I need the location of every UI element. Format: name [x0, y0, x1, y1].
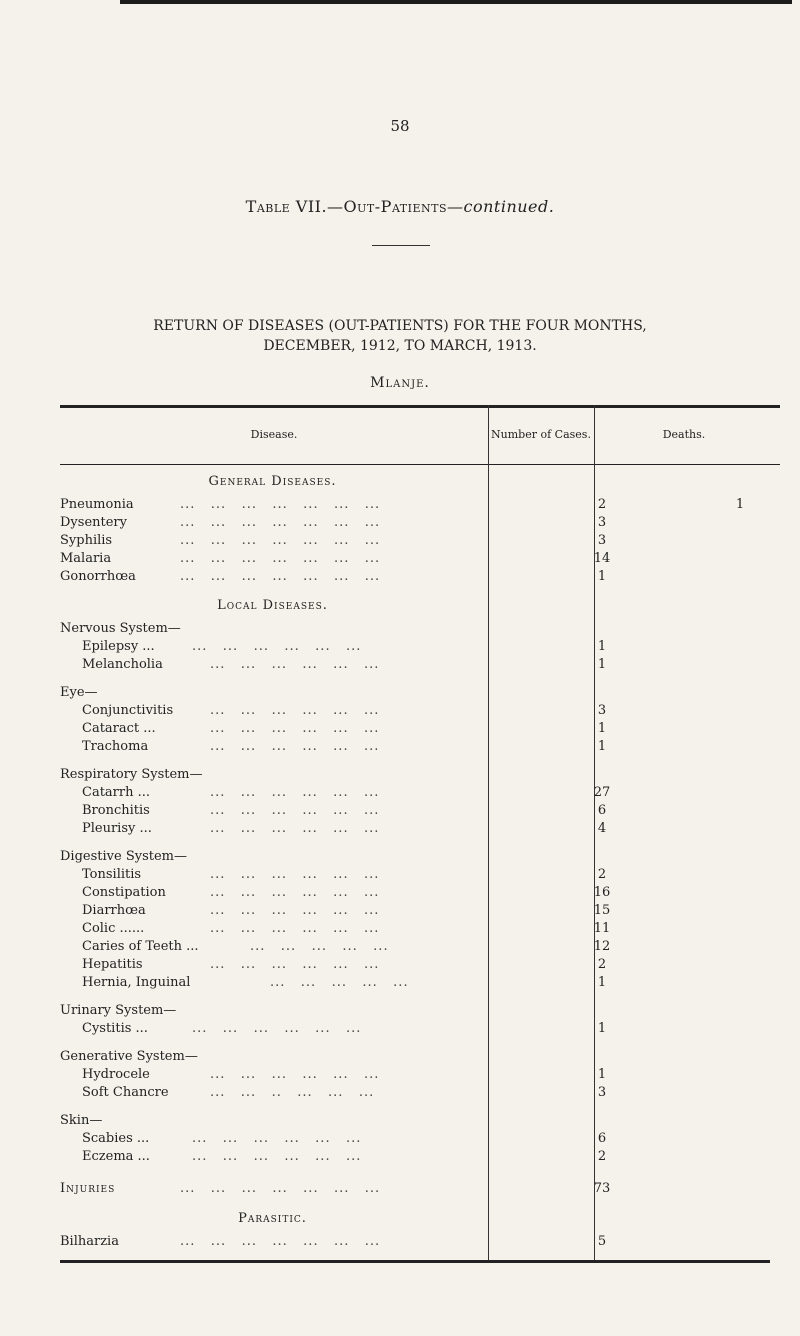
group-title: [60, 620, 780, 638]
section-parasitic: Parasitic.: [238, 1211, 307, 1226]
disease-label: Melancholia: [82, 657, 163, 672]
cases-value: 16: [593, 885, 611, 900]
group-title-nervous: Nervous System—: [60, 621, 181, 636]
cases-value: 1: [597, 569, 607, 584]
disease-label: Conjunctivitis: [82, 703, 174, 718]
table-row: Injuries ... ... ... ... ... ... ... 73: [60, 1180, 780, 1198]
table-row: Hernia, Inguinal ... ... ... ... ... 1: [60, 974, 780, 992]
table-row: Scabies ... ... ... ... ... ... ... 6: [60, 1130, 780, 1148]
table-row: Catarrh ... ... ... ... ... ... ... 27: [60, 784, 780, 802]
cases-value: 11: [593, 921, 611, 936]
cases-value: 27: [593, 785, 611, 800]
column-header-cases: Number of Cases.: [491, 428, 591, 441]
table-row: Syphilis ... ... ... ... ... ... ... 3: [60, 532, 780, 550]
disease-label: Pneumonia: [60, 497, 134, 512]
table-row: Cataract ... ... ... ... ... ... ... 1: [60, 720, 780, 738]
disease-label: Constipation: [82, 885, 166, 900]
disease-label: Colic ......: [82, 921, 145, 936]
disease-label: Gonorrhœa: [60, 569, 136, 584]
table-row: Bilharzia ... ... ... ... ... ... ... 5: [60, 1233, 780, 1251]
table-row: Cystitis ... ... ... ... ... ... ... 1: [60, 1020, 780, 1038]
cases-value: 4: [597, 821, 607, 836]
group-title: [60, 1048, 780, 1066]
cases-value: 3: [597, 703, 607, 718]
cases-value: 2: [597, 867, 607, 882]
disease-label: Syphilis: [60, 533, 113, 548]
cases-value: 1: [597, 1021, 607, 1036]
table-bottom-border: [60, 1260, 770, 1263]
return-heading-line2: DECEMBER, 1912, TO MARCH, 1913.: [263, 338, 537, 354]
group-title-generative: Generative System—: [60, 1049, 198, 1064]
group-title: [60, 1002, 780, 1020]
place-name: Mlanje.: [370, 375, 430, 391]
return-heading-line1: RETURN OF DISEASES (OUT-PATIENTS) FOR THE FOUR MONTHS,: [153, 318, 647, 334]
table-row: Colic ...... ... ... ... ... ... ... 11: [60, 920, 780, 938]
disease-label: Bronchitis: [82, 803, 150, 818]
table-top-border: [60, 405, 780, 408]
group-title-eye: Eye—: [60, 685, 98, 700]
table-row: Hepatitis ... ... ... ... ... ... 2: [60, 956, 780, 974]
cases-value: 1: [597, 975, 607, 990]
disease-label: Scabies ...: [82, 1131, 150, 1146]
table-row: Diarrhœa ... ... ... ... ... ... 15: [60, 902, 780, 920]
table-row: Malaria ... ... ... ... ... ... ... 14: [60, 550, 780, 568]
table-row: Dysentery ... ... ... ... ... ... ... 3: [60, 514, 780, 532]
disease-label: Epilepsy ...: [82, 639, 155, 654]
table-row: Gonorrhœa ... ... ... ... ... ... ... 1: [60, 568, 780, 586]
disease-label: Diarrhœa: [82, 903, 146, 918]
table-row: Constipation ... ... ... ... ... ... 16: [60, 884, 780, 902]
cases-value: 1: [597, 1067, 607, 1082]
disease-label: Hernia, Inguinal: [82, 975, 191, 990]
cases-value: 1: [597, 721, 607, 736]
group-title-digestive: Digestive System—: [60, 849, 187, 864]
group-title-urinary: Urinary System—: [60, 1003, 177, 1018]
disease-label: Caries of Teeth ...: [82, 939, 199, 954]
cases-value: 1: [597, 639, 607, 654]
table-row: Pleurisy ... ... ... ... ... ... ... 4: [60, 820, 780, 838]
disease-label: Hydrocele: [82, 1067, 150, 1082]
injuries-cases: 73: [593, 1181, 611, 1196]
disease-label: Trachoma: [82, 739, 149, 754]
table-row: Caries of Teeth ... ... ... ... ... ... 12: [60, 938, 780, 956]
table-header-border: [60, 464, 780, 465]
cases-value: 6: [597, 1131, 607, 1146]
cases-value: 5: [597, 1234, 607, 1249]
section-local-diseases: Local Diseases.: [217, 598, 328, 613]
table-title-dash: —: [327, 197, 344, 216]
cases-value: 3: [597, 533, 607, 548]
disease-label: Cystitis ...: [82, 1021, 148, 1036]
cases-value: 1: [597, 739, 607, 754]
injuries-label: Injuries: [60, 1181, 116, 1196]
table-row: Conjunctivitis ... ... ... ... ... ... 3: [60, 702, 780, 720]
table-row: Soft Chancre ... ... .. ... ... ... 3: [60, 1084, 780, 1102]
table-row: Eczema ... ... ... ... ... ... ... 2: [60, 1148, 780, 1166]
group-title: [60, 766, 780, 784]
group-title: [60, 684, 780, 702]
disease-label: Bilharzia: [60, 1234, 119, 1249]
disease-label: Catarrh ...: [82, 785, 151, 800]
column-header-disease: Disease.: [250, 428, 298, 441]
cases-value: 3: [597, 1085, 607, 1100]
disease-label: Tonsilitis: [82, 867, 142, 882]
table-title-suffix: —continued.: [447, 197, 555, 216]
cases-value: 1: [597, 657, 607, 672]
disease-label: Dysentery: [60, 515, 127, 530]
column-header-deaths: Deaths.: [662, 428, 706, 441]
group-title: [60, 1112, 780, 1130]
table-row: Hydrocele ... ... ... ... ... ... 1: [60, 1066, 780, 1084]
group-title-skin: Skin—: [60, 1113, 103, 1128]
cases-value: 2: [597, 957, 607, 972]
disease-label: Cataract ...: [82, 721, 156, 736]
table-row: Bronchitis ... ... ... ... ... ... 6: [60, 802, 780, 820]
disease-label: Hepatitis: [82, 957, 143, 972]
cases-value: 14: [593, 551, 611, 566]
table-row: Pneumonia ... ... ... ... ... ... ... 2 1: [60, 496, 780, 514]
group-title-respiratory: Respiratory System—: [60, 767, 203, 782]
section-general-diseases: General Diseases.: [208, 474, 337, 489]
page-number: 58: [390, 117, 410, 135]
disease-label: Soft Chancre: [82, 1085, 169, 1100]
table-title-prefix: Table VII.: [245, 197, 328, 216]
table-row: Melancholia ... ... ... ... ... ... 1: [60, 656, 780, 674]
disease-label: Pleurisy ...: [82, 821, 152, 836]
group-title: [60, 848, 780, 866]
table-row: Trachoma ... ... ... ... ... ... 1: [60, 738, 780, 756]
table-title-name: Out-Patients: [343, 197, 447, 216]
disease-label: Eczema ...: [82, 1149, 150, 1164]
deaths-value: 1: [735, 497, 745, 512]
disease-label: Malaria: [60, 551, 112, 566]
cases-value: 2: [597, 497, 607, 512]
cases-value: 6: [597, 803, 607, 818]
cases-value: 12: [593, 939, 611, 954]
cases-value: 2: [597, 1149, 607, 1164]
table-row: Tonsilitis ... ... ... ... ... ... 2: [60, 866, 780, 884]
cases-value: 15: [593, 903, 611, 918]
cases-value: 3: [597, 515, 607, 530]
table-row: Epilepsy ... ... ... ... ... ... ... 1: [60, 638, 780, 656]
